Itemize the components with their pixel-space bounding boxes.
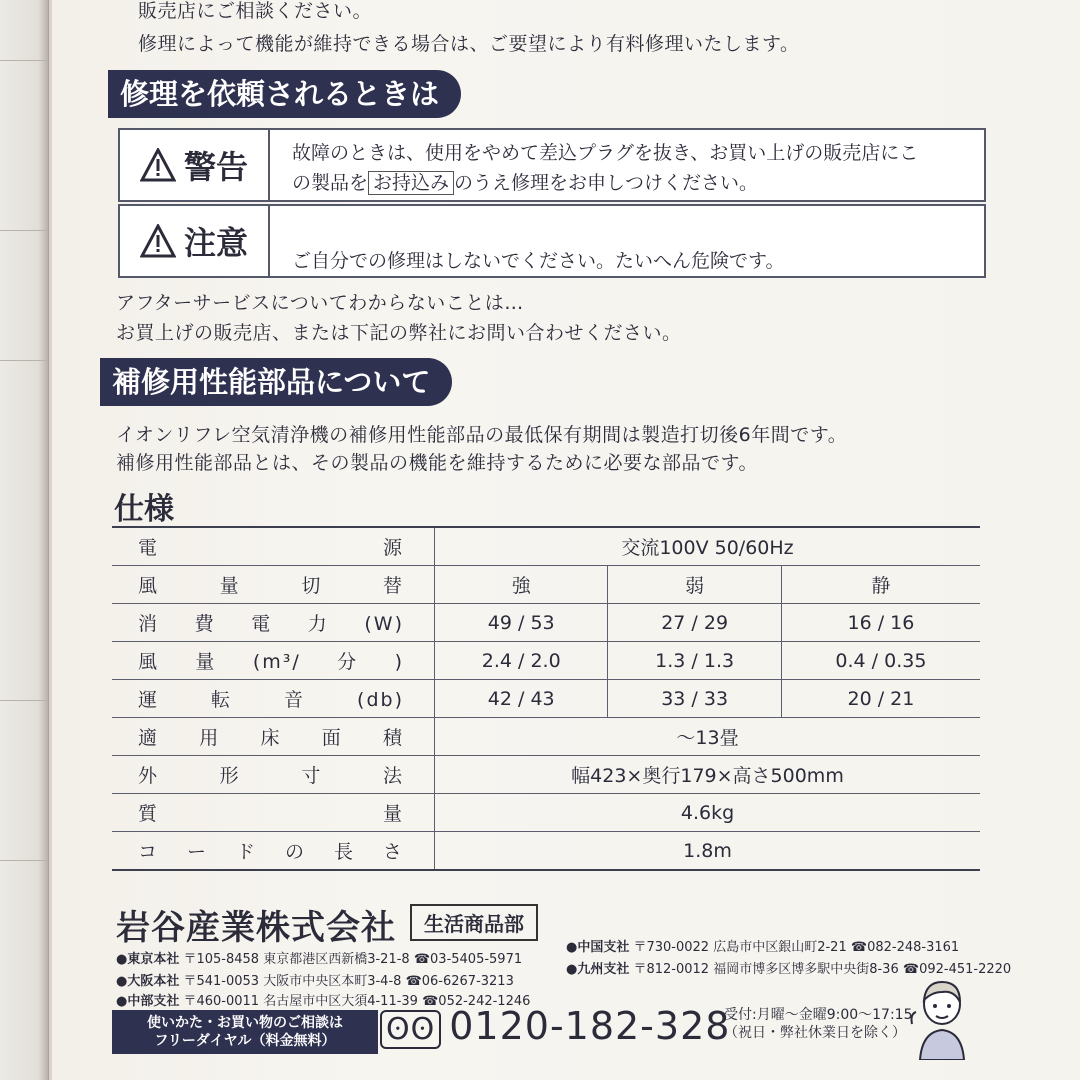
spec-value: 幅423×奥行179×高さ500mm: [435, 756, 981, 794]
spec-title: 仕様: [114, 492, 174, 527]
office-osaka: ●大阪本社 〒541-0053 大阪市中央区本町3-4-8 ☎06-6267-3213: [116, 974, 514, 989]
intro-line-2: 修理によって機能が維持できる場合は、ご要望により有料修理いたします。: [138, 33, 800, 55]
operator-cartoon-icon: [906, 974, 978, 1060]
spec-value: 16 / 16: [781, 604, 980, 642]
spec-label: 外形寸法: [112, 756, 435, 794]
spec-label: 適用床面積: [112, 718, 435, 756]
office-chugoku: ●中国支社 〒730-0022 広島市中区銀山町2-21 ☎082-248-3161: [566, 940, 960, 955]
office-chubu: ●中部支社 〒460-0011 名古屋市中区大須4-11-39 ☎052-242-1246: [116, 994, 531, 1009]
after-service-line-2: お買上げの販売店、または下記の弊社にお問い合わせください。: [116, 322, 682, 344]
office-tokyo: ●東京本社 〒105-8458 東京都港区西新橋3-21-8 ☎03-5405-5971: [116, 952, 523, 967]
warning-text-2: [292, 168, 758, 195]
spec-value: 交流100V 50/60Hz: [435, 527, 981, 566]
table-row: [112, 756, 980, 794]
warning-text-2-pre: の製品を: [292, 172, 369, 194]
spec-value: 49 / 53: [435, 604, 608, 642]
warning-text-2-post: のうえ修理をお申しつけください。: [454, 172, 759, 194]
spec-value: 2.4 / 2.0: [435, 642, 608, 680]
warning-label: 警告: [183, 148, 248, 186]
caution-label-cell: [120, 206, 270, 276]
spec-value: 強: [435, 566, 608, 604]
spec-label: 風量(m³/分): [112, 642, 435, 680]
warning-text-1: 故障のときは、使用をやめて差込プラグを抜き、お買い上げの販売店にこ: [292, 142, 919, 164]
spec-label: 運転音(db): [112, 680, 435, 718]
spec-value: 1.8m: [435, 832, 981, 871]
spec-value: 33 / 33: [608, 680, 781, 718]
left-page-edge: [0, 0, 49, 1080]
table-row: [112, 604, 980, 642]
table-row: [112, 527, 980, 566]
spec-table: [112, 526, 980, 871]
intro-line-1: 販売店にご相談ください。: [138, 0, 373, 22]
freedial-hours: 受付:月曜〜金曜9:00〜17:15 （祝日・弊社休業日を除く）: [724, 1007, 913, 1041]
caution-text: ご自分での修理はしないでください。たいへん危険です。: [292, 250, 785, 272]
office-kyushu: ●九州支社 〒812-0012 福岡市博多区博多駅中央街8-36 ☎092-451-2220: [566, 962, 1012, 977]
spec-label: コードの長さ: [112, 832, 435, 871]
parts-heading: 補修用性能部品について: [100, 358, 452, 406]
spec-value: 静: [781, 566, 980, 604]
company-name: 岩谷産業株式会社: [116, 908, 396, 948]
spec-label: 消費電力(W): [112, 604, 435, 642]
freedial-number: ʘʘ 0120-182-328: [380, 1004, 730, 1048]
table-row: [112, 794, 980, 832]
freedial-line-1: 使いかた・お買い物のご相談は: [147, 1015, 343, 1031]
repair-heading: 修理を依頼されるときは: [108, 70, 461, 118]
spec-label: 質量: [112, 794, 435, 832]
warning-label-cell: [120, 130, 270, 200]
spec-value: 20 / 21: [781, 680, 980, 718]
table-row: [112, 680, 980, 718]
freedial-label: [112, 1010, 378, 1054]
spec-value: 1.3 / 1.3: [608, 642, 781, 680]
spec-value: 4.6kg: [435, 794, 981, 832]
department-badge: 生活商品部: [410, 904, 538, 941]
caution-label: 注意: [183, 224, 248, 262]
spec-value: 弱: [608, 566, 781, 604]
parts-line-2: 補修用性能部品とは、その製品の機能を維持するために必要な部品です。: [116, 452, 758, 474]
caution-box: [118, 204, 986, 278]
after-service-line-1: アフターサービスについてわからないことは…: [116, 292, 524, 314]
caution-triangle-icon: [140, 224, 176, 258]
spec-value: 0.4 / 0.35: [781, 642, 980, 680]
spec-label: 風量切替: [112, 566, 435, 604]
table-row: [112, 832, 980, 871]
freedial-line-2: フリーダイヤル（料金無料）: [154, 1033, 336, 1049]
table-row: [112, 642, 980, 680]
warning-box: [118, 128, 986, 202]
spec-label: 電源: [112, 527, 435, 566]
spec-value: 42 / 43: [435, 680, 608, 718]
warning-triangle-icon: [140, 148, 176, 182]
bring-in-box: お持込み: [368, 171, 454, 195]
freedial-icon: ʘʘ: [380, 1010, 441, 1049]
spec-value: 27 / 29: [608, 604, 781, 642]
parts-line-1: イオンリフレ空気清浄機の補修用性能部品の最低保有期間は製造打切後6年間です。: [116, 424, 848, 446]
table-row: [112, 566, 980, 604]
table-row: [112, 718, 980, 756]
spec-value: 〜13畳: [435, 718, 981, 756]
